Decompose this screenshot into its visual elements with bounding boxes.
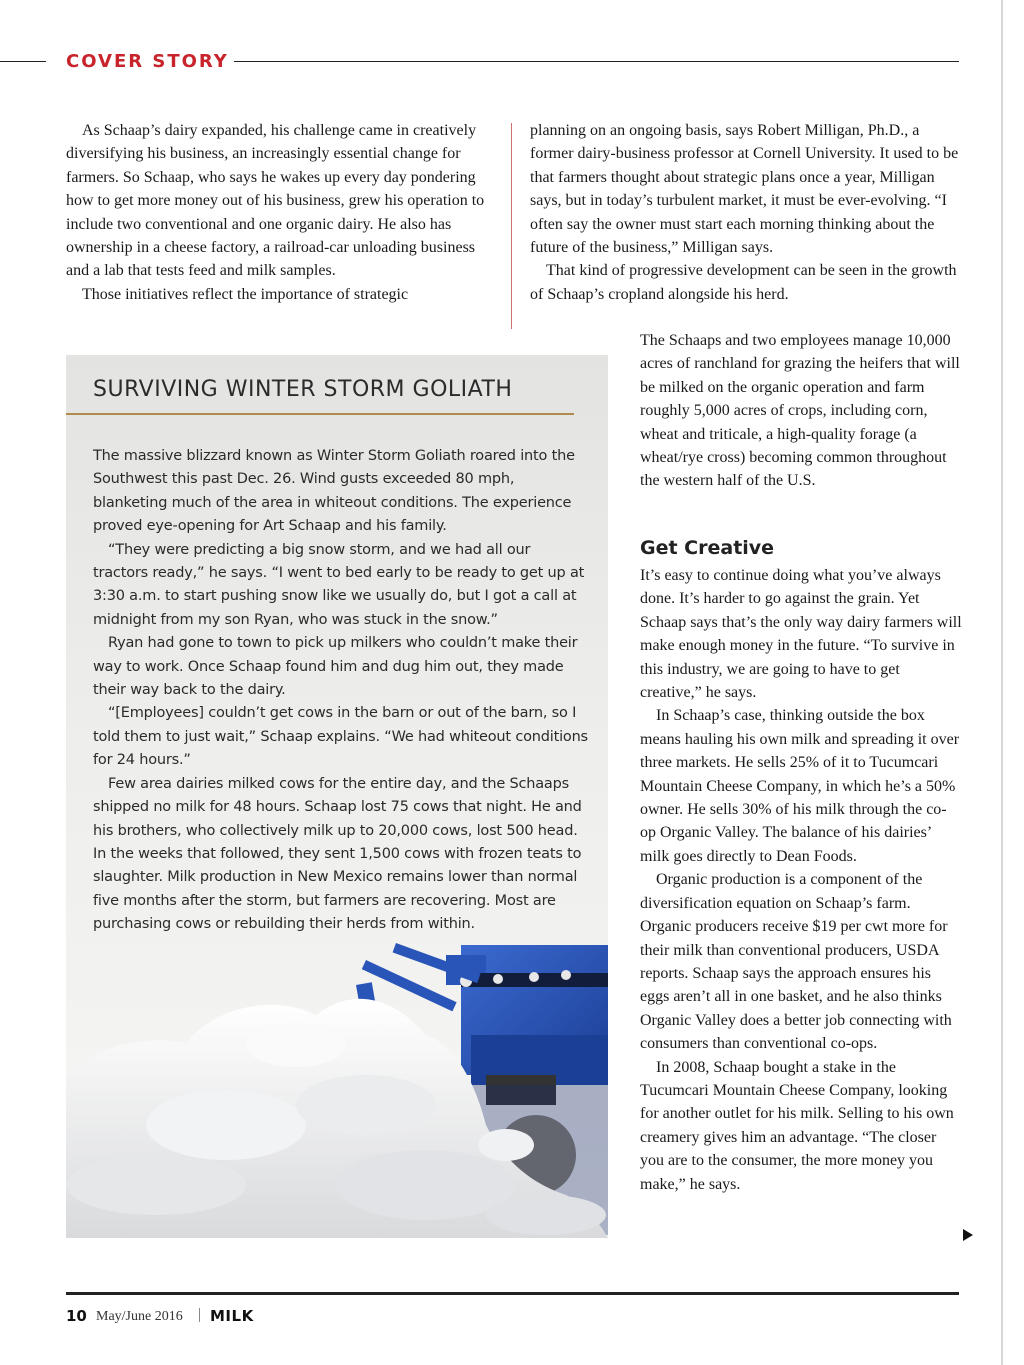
sidebar-paragraph: The massive blizzard known as Winter Storm Goliath roared into the Southwest this past Dec. 26. Wind gusts exceeded 80 mph, blanketing much of the area in whiteout conditions. The experience proved eye-opening for Art Schaap and his family. <box>93 448 575 535</box>
footer-separator <box>199 1308 200 1322</box>
sidebar-body <box>93 445 589 937</box>
paragraph: In Schaap’s case, thinking outside the box means hauling his own milk and spreading it over three markets. He sells 25% of it to Tucumcari Mountain Cheese Company, in which he’s a 50% owner. He sells 30% of his milk through the co-op Organic Valley. The balance of his dairies’ milk goes directly to Dean Foods. <box>640 707 960 865</box>
paragraph: Those initiatives reflect the importance of strategic <box>82 285 409 303</box>
subheading: Get Creative <box>640 537 775 559</box>
paragraph: The Schaaps and two employees manage 10,000 acres of ranchland for grazing the heifers that will be milked on the organic operation and farm roughly 5,000 acres of crops, including corn, wheat and triticale, a high-quality forage (a wheat/rye cross) becoming common throughout the western half of the U.S. <box>640 332 960 490</box>
sidebar-title-rule <box>66 413 574 415</box>
article-column-2 <box>530 119 960 306</box>
header-rule-left <box>0 61 46 62</box>
paragraph: In 2008, Schaap bought a stake in the Tucumcari Mountain Cheese Company, looking for another outlet for his milk. Selling to his own creamery gives him an advantage. “The closer you are to the consumer, the more money you make,” he says. <box>640 1058 954 1193</box>
continue-arrow-icon <box>963 1229 973 1241</box>
paragraph: Organic production is a component of the diversification equation on Schaap’s farm. Organic producers receive $19 per cwt more for their milk than conventional producers, USDA reports. Schaap says the approach ensures his eggs aren’t all in one basket, and he also thinks Organic Valley does a better job connecting with consumers than conventional co-ops. <box>640 871 952 1053</box>
header-rule-right <box>234 61 959 62</box>
issue-date: May/June 2016 <box>96 1309 183 1324</box>
sidebar-box <box>66 355 608 1238</box>
sidebar-paragraph: Few area dairies milked cows for the entire day, and the Schaaps shipped no milk for 48 hours. Schaap lost 75 cows that night. He and his brothers, who collectively milk up to 20,000 cows, lost 500 head. In the weeks that followed, they sent 1,500 cows with frozen teats to slaughter. Milk production in New Mexico remains lower than normal five months after the storm, but farmers are recovering. Most are purchasing cows or rebuilding their herds from within. <box>93 775 582 933</box>
page-number: 10 <box>66 1307 87 1325</box>
publication-logo: MILK <box>210 1307 254 1325</box>
paragraph: As Schaap’s dairy expanded, his challenge came in creatively diversifying his business, an increasingly essential change for farmers. So Schaap, who says he wakes up every day pondering how to get more money out of his business, grew his operation to include two conventional and one organic dairy. He also has ownership in a cheese factory, a railroad-car unloading business and a lab that tests feed and milk samples. <box>66 122 485 280</box>
page-edge-rule <box>1001 0 1003 1365</box>
column-divider <box>511 123 512 329</box>
article-column-1 <box>66 119 490 306</box>
article-column-3-top <box>640 329 962 493</box>
footer-rule <box>66 1292 959 1295</box>
snow-tractor-photo <box>66 925 608 1238</box>
sidebar-title: SURVIVING WINTER STORM GOLIATH <box>93 377 513 402</box>
article-column-3-bottom <box>640 564 962 1196</box>
paragraph: That kind of progressive development can be seen in the growth of Schaap’s cropland alongside his herd. <box>530 262 957 303</box>
paragraph: planning on an ongoing basis, says Robert Milligan, Ph.D., a former dairy-business professor at Cornell University. It used to be that farmers thought about strategic plans once a year, Milligan says, but in today’s turbulent market, it must be ever-evolving. “I often say the owner must start each morning thinking about the future of the business,” Milligan says. <box>530 122 959 257</box>
paragraph: It’s easy to continue doing what you’ve always done. It’s harder to go against the grain. Yet Schaap says that’s the only way dairy farmers will make enough money in the future. “To survive in this industry, we are going to have to get creative,” he says. <box>640 567 962 702</box>
sidebar-paragraph: “[Employees] couldn’t get cows in the barn or out of the barn, so I told them to just wait,” Schaap explains. “We had whiteout conditions for 24 hours.” <box>93 705 588 769</box>
section-label: COVER STORY <box>66 51 229 72</box>
sidebar-paragraph: Ryan had gone to town to pick up milkers who couldn’t make their way to work. Once Schaap found him and dug him out, they made their way back to the dairy. <box>93 635 578 699</box>
sidebar-paragraph: “They were predicting a big snow storm, and we had all our tractors ready,” he says. “I went to bed early to be ready to get up at 3:30 a.m. to start pushing snow like we usually do, but I got a call at midnight from my son Ryan, who was stuck in the snow.” <box>93 541 585 628</box>
